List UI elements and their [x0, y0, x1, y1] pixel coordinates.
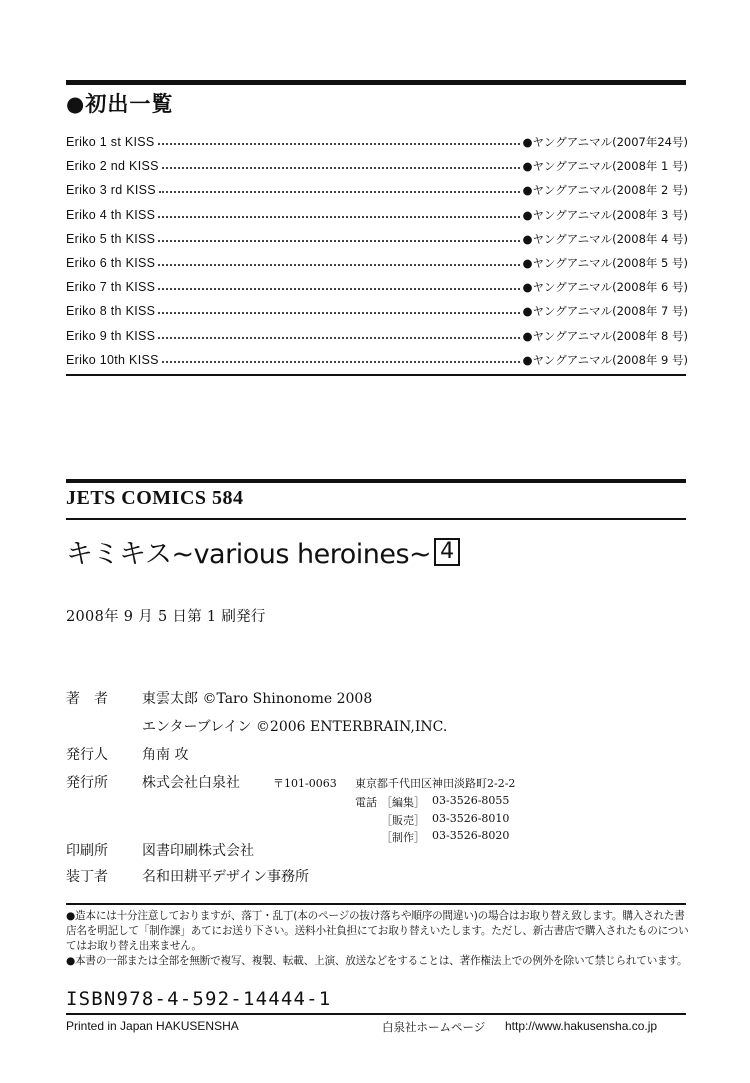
list-item — [66, 227, 688, 251]
publication-date: 2008年 9 月 5 日第 1 刷発行 — [66, 609, 266, 625]
dot-leader — [158, 240, 519, 242]
volume-number: 4 — [434, 538, 460, 566]
list-item — [66, 130, 688, 154]
list-bottom-rule — [66, 374, 686, 376]
legal-notes — [66, 909, 691, 969]
phone-dept-sales: ［販売］ — [381, 814, 425, 827]
homepage-url[interactable]: http://www.hakusensha.co.jp — [505, 1019, 658, 1033]
dot-leader — [158, 216, 519, 218]
dot-leader — [158, 143, 520, 145]
top-rule — [66, 80, 686, 85]
chapter-title: Eriko 10th KISS — [66, 352, 159, 367]
dot-leader — [162, 361, 520, 363]
list-item — [66, 178, 688, 202]
phone-number-production: 03-3526-8020 — [432, 829, 510, 842]
chapter-title: Eriko 9 th KISS — [66, 328, 156, 343]
first-appearance-heading: ●初出一覧 — [66, 92, 174, 116]
note-copyright: ●本書の一部または全部を無断で複写、複製、転載、上演、放送などをすることは、著作権法上での例外を除いて禁じられています。 — [66, 955, 688, 967]
magazine-source: ●ヤングアニマル(2008年 1 号) — [522, 159, 688, 174]
publisher-person-label: 発行人 — [66, 747, 108, 763]
imprint-top-rule — [66, 479, 686, 483]
address: 東京都千代田区神田淡路町2-2-2 — [355, 777, 516, 790]
chapter-title: Eriko 7 th KISS — [66, 280, 156, 295]
series-rule — [66, 518, 686, 520]
publisher-value: 株式会社白泉社 — [142, 775, 240, 791]
list-item — [66, 348, 688, 372]
phone-number-sales: 03-3526-8010 — [432, 812, 510, 825]
postal-code: 〒101-0063 — [273, 777, 337, 790]
list-item — [66, 154, 688, 178]
series-label: JETS COMICS 584 — [66, 487, 244, 509]
chapter-title: Eriko 8 th KISS — [66, 304, 156, 319]
chapter-title: Eriko 5 th KISS — [66, 231, 156, 246]
phone-dept-editorial: ［編集］ — [381, 796, 425, 809]
chapter-title: Eriko 1 st KISS — [66, 135, 155, 150]
designer-value: 名和田耕平デザイン事務所 — [142, 869, 310, 885]
list-item — [66, 251, 688, 275]
chapter-title: Eriko 2 nd KISS — [66, 159, 159, 174]
footer-rule — [66, 1013, 686, 1015]
magazine-source: ●ヤングアニマル(2007年24号) — [522, 135, 688, 150]
author-value: 東雲太郎 ©Taro Shinonome 2008 — [142, 691, 373, 707]
printed-in: Printed in Japan HAKUSENSHA — [66, 1019, 239, 1033]
chapter-title: Eriko 4 th KISS — [66, 207, 156, 222]
designer-label: 装丁者 — [66, 869, 108, 885]
note-defects: ●造本には十分注意しておりますが、落丁・乱丁(本のページの抜け落ちや順序の間違い)の場合はお取り替え致します。購入された書店名を明記して「制作課」あてにお送り下さい。送料小社負担にてお取り替えいたします。ただし、新古書店で購入されたものについてはお取り替え出来ません。 — [66, 910, 689, 952]
coauthor-value: エンターブレイン ©2006 ENTERBRAIN,INC. — [142, 719, 448, 735]
magazine-source: ●ヤングアニマル(2008年 3 号) — [522, 207, 688, 222]
list-item — [66, 299, 688, 323]
magazine-source: ●ヤングアニマル(2008年 8 号) — [522, 328, 688, 343]
printer-label: 印刷所 — [66, 843, 108, 859]
first-appearance-list — [66, 130, 688, 372]
book-title — [66, 532, 460, 571]
publisher-label: 発行所 — [66, 775, 108, 791]
dot-leader — [158, 312, 519, 314]
phone-label: 電話 — [355, 796, 377, 809]
publisher-person-value: 角南 攻 — [142, 747, 189, 763]
chapter-title: Eriko 3 rd KISS — [66, 183, 156, 198]
dot-leader — [162, 167, 520, 169]
list-item — [66, 324, 688, 348]
magazine-source: ●ヤングアニマル(2008年 4 号) — [522, 231, 688, 246]
list-item — [66, 203, 688, 227]
magazine-source: ●ヤングアニマル(2008年 5 号) — [522, 256, 688, 271]
notes-top-rule — [66, 903, 686, 905]
homepage-label: 白泉社ホームページ — [382, 1020, 486, 1034]
isbn: ISBN978-4-592-14444-1 — [66, 988, 332, 1010]
dot-leader — [158, 264, 519, 266]
list-item — [66, 275, 688, 299]
dot-leader — [159, 191, 520, 193]
chapter-title: Eriko 6 th KISS — [66, 256, 156, 271]
magazine-source: ●ヤングアニマル(2008年 2 号) — [522, 183, 688, 198]
book-title-text: キミキス~various heroines~ — [66, 539, 432, 570]
magazine-source: ●ヤングアニマル(2008年 9 号) — [522, 352, 688, 367]
magazine-source: ●ヤングアニマル(2008年 7 号) — [522, 304, 688, 319]
phone-number-editorial: 03-3526-8055 — [432, 794, 510, 807]
dot-leader — [158, 288, 519, 290]
author-label: 著 者 — [66, 691, 108, 707]
dot-leader — [158, 337, 519, 339]
printer-value: 図書印刷株式会社 — [142, 843, 254, 859]
magazine-source: ●ヤングアニマル(2008年 6 号) — [522, 280, 688, 295]
phone-dept-production: ［制作］ — [381, 831, 425, 844]
